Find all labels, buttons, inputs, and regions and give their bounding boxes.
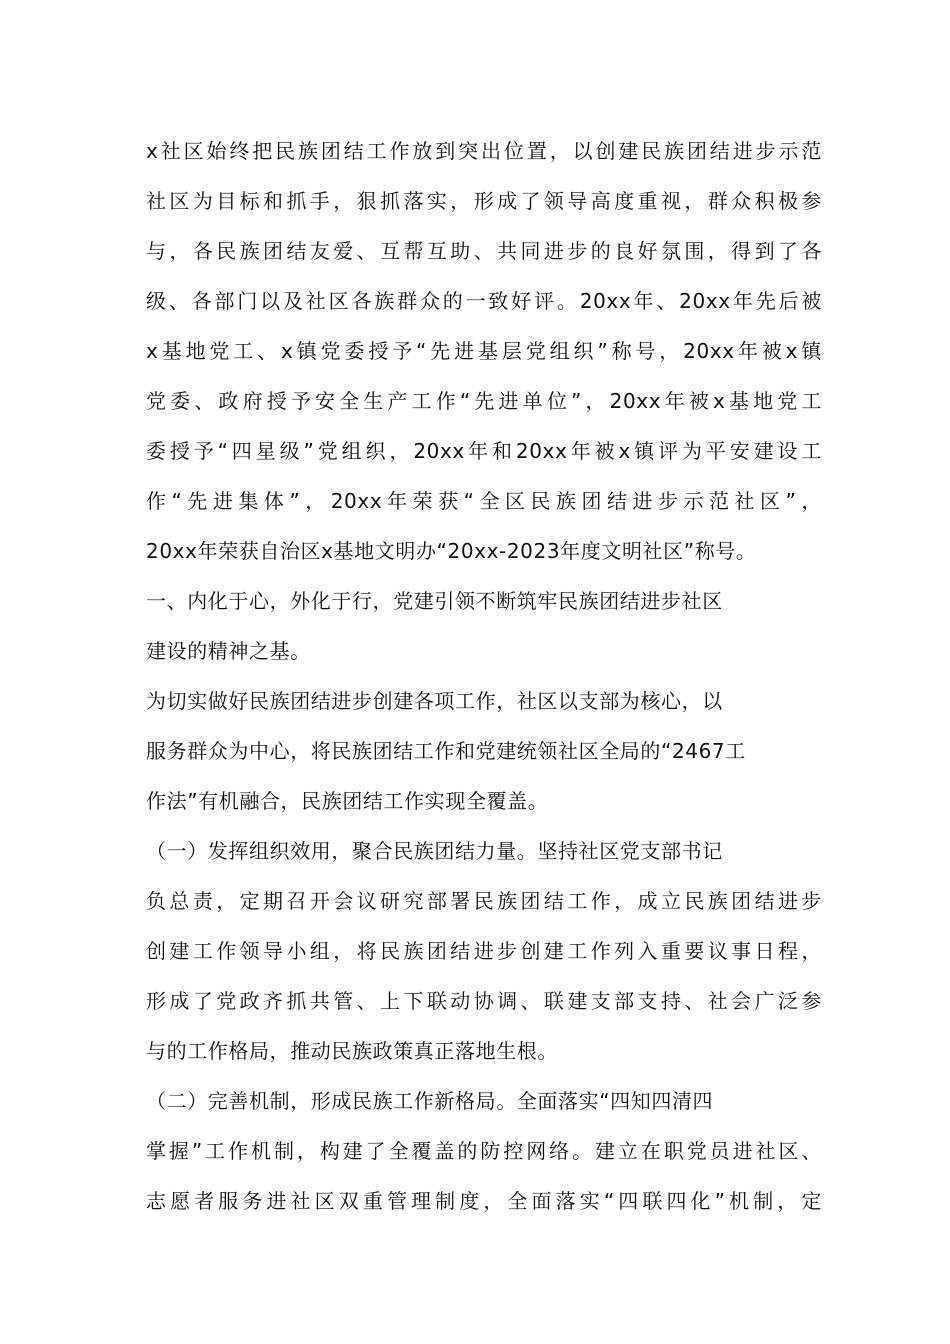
intro-line-8: 作“先进集体”，20xx年荣获“全区民族团结进步示范社区”， [146,489,822,513]
section-1-line-1: （一）发挥组织效用，聚合民族团结力量。坚持社区党支部书记 [146,839,723,863]
section-1-line-4: 形成了党政齐抓共管、上下联动协调、联建支部支持、社会广泛参 [146,989,822,1013]
intro-line-6: 党委、政府授予安全生产工作“先进单位”，20xx年被x基地党工 [146,389,822,413]
intro-line-2: 社区为目标和抓手，狠抓落实，形成了领导高度重视，群众积极参 [146,189,822,213]
section-1-line-5: 与的工作格局，推动民族政策真正落地生根。 [146,1039,558,1063]
intro-line-4: 级、各部门以及社区各族群众的一致好评。20xx年、20xx年先后被 [146,289,822,313]
intro-line-7: 委授予“四星级”党组织，20xx年和20xx年被x镇评为平安建设工 [146,439,822,463]
intro-line-1: x社区始终把民族团结工作放到突出位置，以创建民族团结进步示范 [146,139,822,163]
section-2-line-2: 掌握”工作机制，构建了全覆盖的防控网络。建立在职党员进社区、 [146,1139,822,1163]
section-1-line-2: 负总责，定期召开会议研究部署民族团结工作，成立民族团结进步 [146,889,822,913]
paragraph-1-line-2: 服务群众为中心，将民族团结工作和党建统领社区全局的“2467工 [146,739,746,763]
section-2-line-1: （二）完善机制，形成民族工作新格局。全面落实“四知四清四 [146,1089,714,1113]
section-1-line-3: 创建工作领导小组，将民族团结进步创建工作列入重要议事日程， [146,939,822,963]
intro-line-3: 与，各民族团结友爱、互帮互助、共同进步的良好氛围，得到了各 [146,239,822,263]
heading-1-line-2: 建设的精神之基。 [146,639,311,663]
paragraph-1-line-1: 为切实做好民族团结进步创建各项工作，社区以支部为核心，以 [146,689,723,713]
section-2-line-3: 志愿者服务进社区双重管理制度，全面落实“四联四化”机制，定 [146,1189,822,1213]
intro-line-9: 20xx年荣获自治区x基地文明办“20xx-2023年度文明社区”称号。 [146,539,757,563]
paragraph-1-line-3: 作法”有机融合，民族团结工作实现全覆盖。 [146,789,549,813]
heading-1-line-1: 一、内化于心，外化于行，党建引领不断筑牢民族团结进步社区 [146,589,723,613]
intro-line-5: x基地党工、x镇党委授予“先进基层党组织”称号，20xx年被x镇 [146,339,822,363]
